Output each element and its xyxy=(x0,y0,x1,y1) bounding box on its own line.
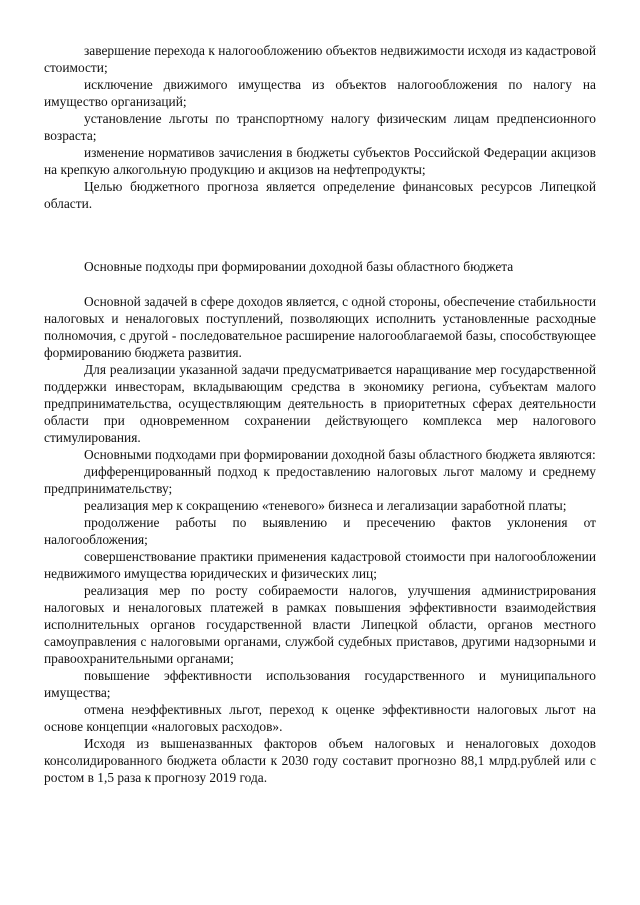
paragraph: реализация мер к сокращению «теневого» бизнеса и легализации заработной платы; xyxy=(84,498,567,513)
paragraph: завершение перехода к налогообложению объектов недвижимости исходя из кадастровой стоимости; xyxy=(44,43,596,75)
paragraph: дифференцированный подход к предоставлению налоговых льгот малому и среднему предпринимательству; xyxy=(44,464,596,496)
section-heading: Основные подходы при формировании доходной базы областного бюджета xyxy=(84,259,514,274)
paragraph: Для реализации указанной задачи предусматривается наращивание мер государственной поддержки инвесторам, вкладывающим средства в экономику региона, субъектам малого предпринимательства, осуществляющим деятельность в приоритетных сферах деятельности области при одновременном сохранении действующего комплекса мер налогового стимулирования. xyxy=(44,362,596,445)
paragraph: повышение эффективности использования государственного и муниципального имущества; xyxy=(44,668,596,700)
paragraph: Исходя из вышеназванных факторов объем налоговых и неналоговых доходов консолидированного бюджета области к 2030 году составит прогнозно 88,1 млрд.рублей или с ростом в 1,5 раза к прогнозу 2019 года. xyxy=(44,736,596,785)
paragraph: Целью бюджетного прогноза является определение финансовых ресурсов Липецкой области. xyxy=(44,179,596,211)
paragraph: совершенствование практики применения кадастровой стоимости при налогообложении недвижимого имущества юридических и физических лиц; xyxy=(44,549,596,581)
paragraph: реализация мер по росту собираемости налогов, улучшения администрирования налоговых и неналоговых платежей в рамках повышения эффективности взаимодействия исполнительных органов государственной власти Липецкой области, органов местного самоуправления с налоговыми органами, службой судебных приставов, другими надзорными и правоохранительными органами; xyxy=(44,583,596,666)
top-text-block xyxy=(44,42,596,212)
paragraph: продолжение работы по выявлению и пресечению фактов уклонения от налогообложения; xyxy=(44,515,596,547)
paragraph: отмена неэффективных льгот, переход к оценке эффективности налоговых льгот на основе концепции «налоговых расходов». xyxy=(44,702,596,734)
paragraph: Основной задачей в сфере доходов является, с одной стороны, обеспечение стабильности налоговых и неналоговых поступлений, позволяющих исполнить установленные расходные полномочия, с другой - последовательное расширение налогооблагаемой базы, способствующее формированию бюджета развития. xyxy=(44,294,596,360)
paragraph: изменение нормативов зачисления в бюджеты субъектов Российской Федерации акцизов на крепкую алкогольную продукцию и акцизов на нефтепродукты; xyxy=(44,145,596,177)
paragraph: исключение движимого имущества из объектов налогообложения по налогу на имущество организаций; xyxy=(44,77,596,109)
paragraph: Основными подходами при формировании доходной базы областного бюджета являются: xyxy=(84,447,596,462)
body-text-block xyxy=(44,293,596,786)
paragraph: установление льготы по транспортному налогу физическим лицам предпенсионного возраста; xyxy=(44,111,596,143)
